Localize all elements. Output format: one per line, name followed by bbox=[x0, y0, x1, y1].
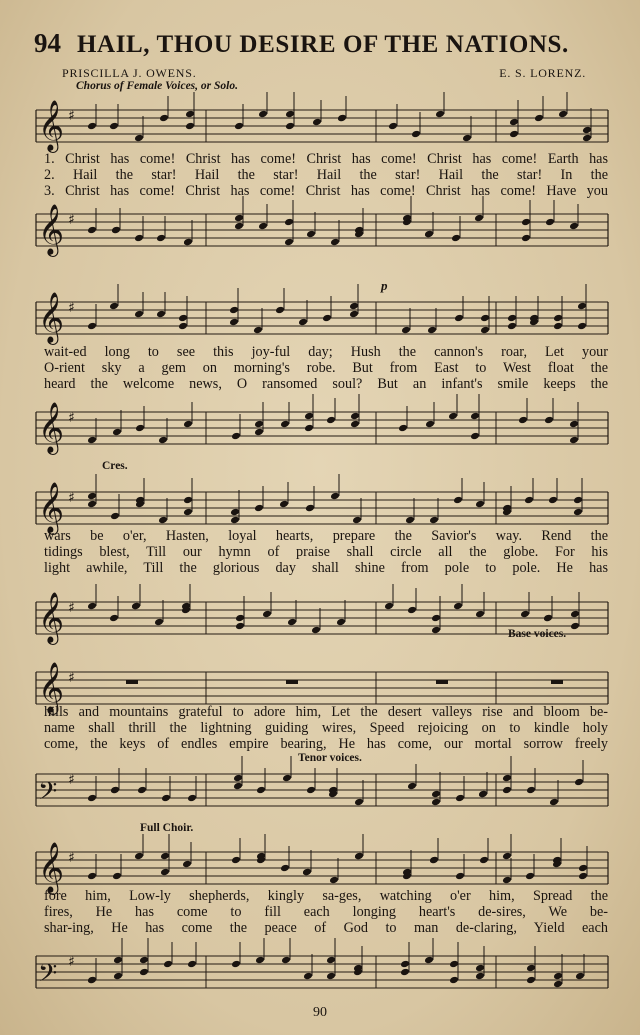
staff-lines bbox=[36, 214, 608, 246]
staff-lines bbox=[36, 852, 608, 884]
lyric-line: wait-ed long to see this joy-ful day; Hush the cannon's roar, Let your bbox=[44, 344, 608, 360]
lyrics-block bbox=[44, 888, 608, 936]
hymn-number: 94 bbox=[34, 28, 61, 58]
music-system-2 bbox=[36, 270, 608, 460]
sharp-icon: ♯ bbox=[68, 410, 75, 426]
lyric-line: hills and mountains grateful to adore him, Let the desert valleys rise and bloom be- bbox=[44, 704, 608, 720]
lyrics-block bbox=[44, 704, 608, 752]
staff-lines bbox=[36, 302, 608, 334]
sharp-icon: ♯ bbox=[68, 212, 75, 228]
sharp-icon: ♯ bbox=[68, 850, 75, 866]
music-system-1 bbox=[36, 78, 608, 255]
treble-clef-icon: 𝄞 bbox=[38, 662, 65, 713]
sharp-icon: ♯ bbox=[68, 954, 75, 970]
piano-marking: p bbox=[381, 278, 388, 293]
sharp-icon: ♯ bbox=[68, 600, 75, 616]
notes bbox=[87, 92, 592, 142]
bass-staff bbox=[36, 942, 608, 1002]
sharp-icon: ♯ bbox=[68, 300, 75, 316]
notes bbox=[87, 284, 587, 334]
bass-clef-icon: 𝄢 bbox=[38, 777, 58, 812]
bass-clef-icon: 𝄢 bbox=[38, 959, 58, 994]
music-system-3 bbox=[36, 460, 608, 650]
hymn-title: HAIL, THOU DESIRE OF THE NATIONS. bbox=[77, 31, 569, 58]
sharp-icon: ♯ bbox=[68, 670, 75, 686]
notes bbox=[87, 756, 584, 806]
notes bbox=[87, 394, 579, 444]
treble-clef-icon: 𝄞 bbox=[38, 292, 65, 343]
treble-staff bbox=[36, 288, 608, 348]
lyric-line: tidings blest, Till our hymn of praise shall circle all the globe. For his bbox=[44, 544, 608, 560]
lower-staff bbox=[36, 200, 608, 260]
lyric-line: wars be o'er, Hasten, loyal hearts, prepare the Savior's way. Rend the bbox=[44, 528, 608, 544]
notes bbox=[87, 834, 588, 884]
lyric-line: shar-ing, He has come the peace of God to man de-claring, Yield each bbox=[44, 920, 608, 936]
treble-clef-icon: 𝄞 bbox=[38, 592, 65, 643]
staff-lines bbox=[36, 672, 608, 704]
sharp-icon: ♯ bbox=[68, 772, 75, 788]
lyric-line: O-rient sky a gem on morning's robe. But from East to West float the bbox=[44, 360, 608, 376]
treble-clef-icon: 𝄞 bbox=[38, 482, 65, 533]
lyrics-block bbox=[44, 528, 608, 576]
full-choir-marking: Full Choir. bbox=[140, 822, 194, 834]
lyric-line: 1. Christ has come! Christ has come! Christ has come! Christ has come! Earth has bbox=[44, 151, 608, 167]
staff-lines bbox=[36, 774, 608, 806]
staff-lines bbox=[36, 412, 608, 444]
staff-lines bbox=[36, 110, 608, 142]
rest-icon bbox=[286, 680, 298, 684]
lyric-line: light awhile, Till the glorious day shall shine from pole to pole. He has bbox=[44, 560, 608, 576]
tenor-voices-marking: Tenor voices. bbox=[298, 752, 362, 764]
lyric-line: 3. Christ has come! Christ has come! Christ has come! Christ has come! Have you bbox=[44, 183, 608, 199]
lyric-line: name shall thrill the lightning guiding wires, Speed rejoicing on to kindle holy bbox=[44, 720, 608, 736]
base-voices-marking: Base voices. bbox=[508, 628, 567, 640]
music-system-4 bbox=[36, 648, 608, 818]
bass-staff bbox=[36, 760, 608, 820]
cres-marking: Cres. bbox=[102, 460, 128, 472]
chorus-marking: Chorus of Female Voices, or Solo. bbox=[76, 80, 238, 92]
notes bbox=[87, 584, 580, 634]
sharp-icon: ♯ bbox=[68, 490, 75, 506]
lyric-line: fires, He has come to fill each longing heart's de-sires, We be- bbox=[44, 904, 608, 920]
lyric-line: come, the keys of endles empire bearing, He has come, our mortal sorrow freely bbox=[44, 736, 608, 752]
lyrics-block bbox=[44, 151, 608, 199]
music-system-5 bbox=[36, 820, 608, 1010]
rest-icon bbox=[436, 680, 448, 684]
lower-staff bbox=[36, 398, 608, 458]
notes bbox=[87, 196, 579, 246]
treble-staff bbox=[36, 96, 608, 156]
title-row bbox=[34, 28, 614, 59]
lyric-line: heard the welcome news, O ransomed soul? But an infant's smile keeps the bbox=[44, 376, 608, 392]
composer: E. S. LORENZ. bbox=[499, 66, 586, 80]
lyrics-block bbox=[44, 344, 608, 392]
lyricist: PRISCILLA J. OWENS. bbox=[62, 66, 197, 80]
treble-clef-icon: 𝄞 bbox=[38, 204, 65, 255]
treble-clef-icon: 𝄞 bbox=[38, 842, 65, 893]
page-number: 90 bbox=[313, 1005, 327, 1020]
rest-icon bbox=[126, 680, 138, 684]
lyric-line: fore him, Low-ly shepherds, kingly sa-ges, watching o'er him, Spread the bbox=[44, 888, 608, 904]
notes bbox=[87, 474, 583, 524]
treble-clef-icon: 𝄞 bbox=[38, 100, 65, 151]
treble-clef-icon: 𝄞 bbox=[38, 402, 65, 453]
rest-icon bbox=[551, 680, 563, 684]
lyric-line: 2. Hail the star! Hail the star! Hail the star! Hail the star! In the bbox=[44, 167, 608, 183]
notes bbox=[87, 938, 585, 988]
sharp-icon: ♯ bbox=[68, 108, 75, 124]
staff-lines bbox=[36, 492, 608, 524]
